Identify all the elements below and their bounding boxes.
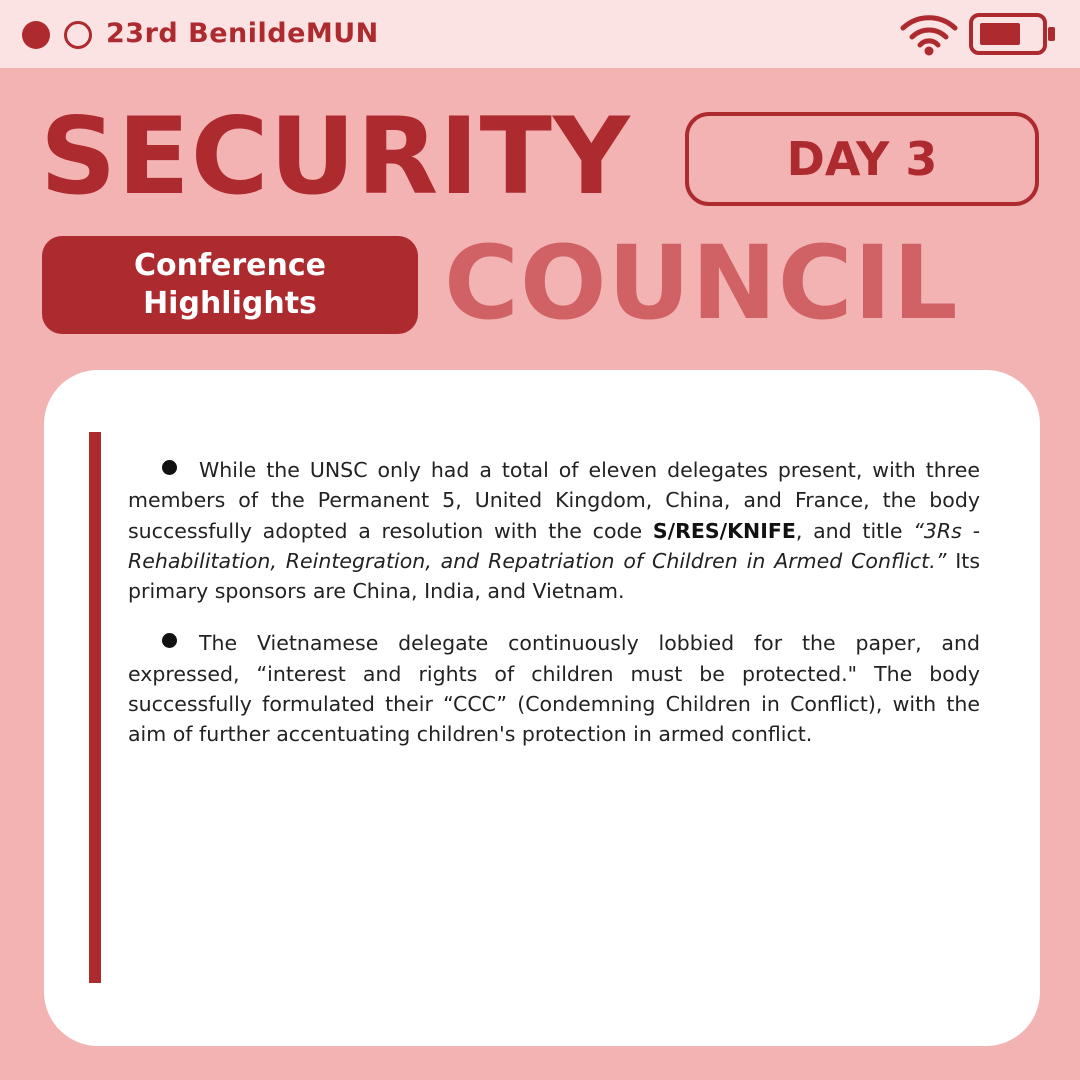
resolution-title: “3Rs - Rehabilitation, Reintegration, and Repatriation of Children in Armed Conflict.” [128, 518, 980, 573]
wifi-icon [899, 12, 959, 56]
resolution-code: S/RES/KNIFE [652, 518, 796, 543]
day-label: DAY 3 [786, 132, 938, 186]
highlights-list [128, 455, 980, 772]
title-council: COUNCIL [444, 224, 959, 343]
card-accent-rule [89, 432, 101, 983]
battery-icon [968, 12, 1058, 56]
bullet1-text-b: , and title [795, 518, 914, 543]
day-badge [685, 112, 1039, 206]
highlights-line2: Highlights [143, 286, 317, 321]
list-item [128, 455, 980, 606]
empty-dot-icon [64, 21, 92, 49]
bullet-icon [162, 633, 177, 648]
bullet2-text: The Vietnamese delegate continuously lobbied for the paper, and expressed, “interest and rights of children must be protected." The body successfully formulated their “CCC” (Condemning Children in Conflict), with the aim of further accentuating children's protection in armed conflict. [128, 631, 980, 747]
list-item [128, 628, 980, 749]
record-dot-icon [22, 21, 50, 49]
app-title: 23rd BenildeMUN [106, 18, 379, 49]
bullet-icon [162, 460, 177, 475]
status-bar [0, 0, 1080, 68]
bullet1-text-c: Its primary sponsors are China, India, and Vietnam. [128, 548, 980, 604]
highlights-badge [42, 236, 418, 334]
title-security: SECURITY [40, 95, 631, 218]
bullet1-text-a: While the UNSC only had a total of eleven delegates present, with three members of the Permanent 5, United Kingdom, China, and France, the body successfully adopted a resolution with the code [128, 458, 980, 543]
highlights-line1: Conference [133, 248, 326, 283]
